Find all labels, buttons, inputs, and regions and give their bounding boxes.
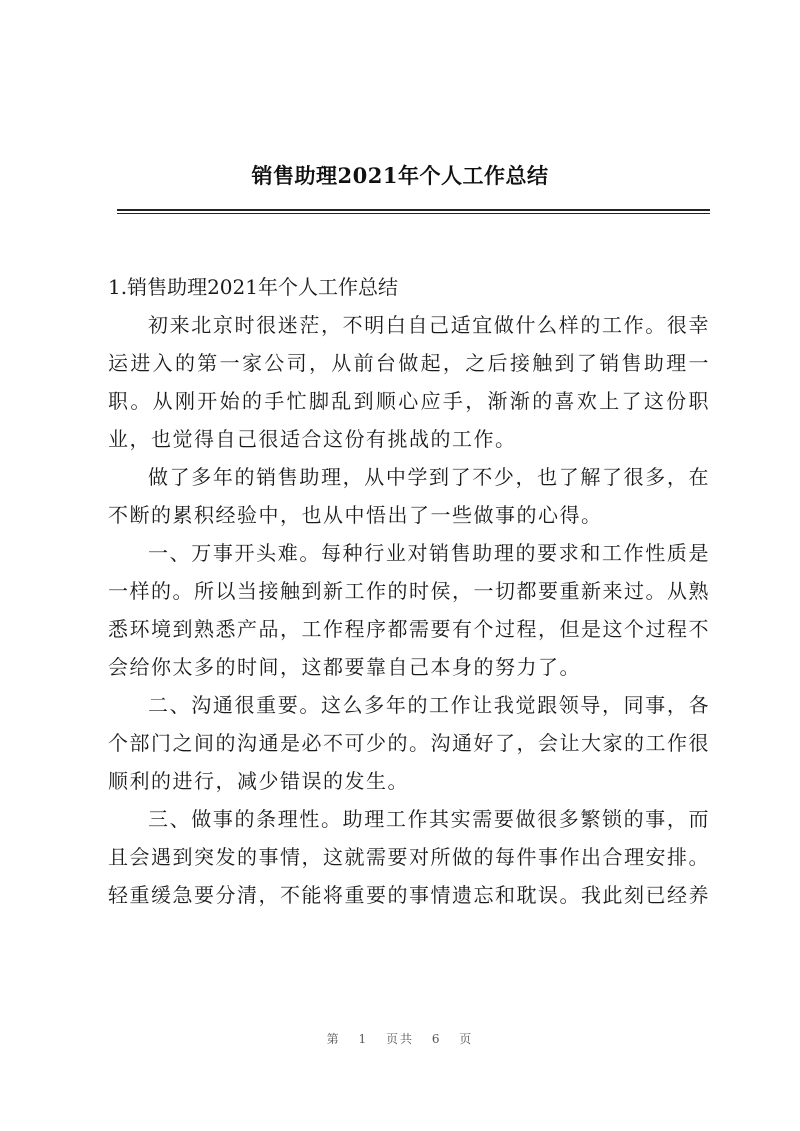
paragraph-experience: 做了多年的销售助理，从中学到了不少，也了解了很多，在不断的累积经验中，也从中悟出了一些做事的心得。 bbox=[108, 465, 710, 527]
paragraph-intro: 初来北京时很迷茫，不明白自己适宜做什么样的工作。很幸运进入的第一家公司，从前台做起，之后接触到了销售助理一职。从刚开始的手忙脚乱到顺心应手，渐渐的喜欢上了这份职业，也觉得自己很适合这份有挑战的工作。 bbox=[108, 313, 710, 451]
paragraph-point-three: 三、做事的条理性。助理工作其实需要做很多繁锁的事，而且会遇到突发的事情，这就需要对所做的每件事作出合理安排。轻重缓急要分清，不能将重要的事情遗忘和耽误。我此刻已经养 bbox=[108, 807, 710, 907]
footer-page-number: 1 bbox=[358, 1032, 369, 1046]
section-heading: 1.销售助理2021年个人工作总结 bbox=[108, 275, 398, 299]
footer-middle: 页共 bbox=[385, 1032, 414, 1046]
paragraph-point-two: 二、沟通很重要。这么多年的工作让我觉跟领导，同事，各个部门之间的沟通是必不可少的。沟通好了，会让大家的工作很顺利的进行，减少错误的发生。 bbox=[108, 693, 710, 793]
footer-suffix: 页 bbox=[459, 1032, 474, 1046]
title-divider bbox=[117, 209, 710, 214]
document-body bbox=[108, 268, 710, 914]
footer-total-pages: 6 bbox=[431, 1032, 442, 1046]
paragraph-point-one: 一、万事开头难。每种行业对销售助理的要求和工作性质是一样的。所以当接触到新工作的时侯，一切都要重新来过。从熟悉环境到熟悉产品，工作程序都需要有个过程，但是这个过程不会给你太多的时间，这都要靠自己本身的努力了。 bbox=[108, 541, 710, 679]
document-title: 销售助理2021年个人工作总结 bbox=[251, 163, 549, 188]
footer-prefix: 第 bbox=[326, 1032, 341, 1046]
page-footer bbox=[0, 1030, 800, 1047]
